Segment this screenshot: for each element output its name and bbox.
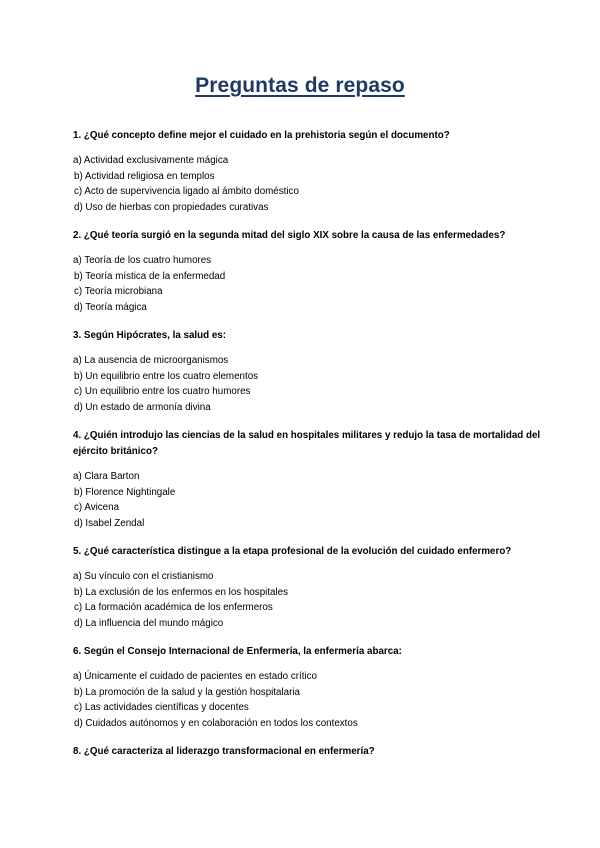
page-title: Preguntas de repaso [195, 74, 405, 97]
question-number: 5. [73, 546, 82, 557]
answer-option: c) Avicena [74, 502, 120, 513]
question-number: 6. [73, 646, 82, 657]
question-prompt: ¿Qué teoría surgió en la segunda mitad del siglo XIX sobre la causa de las enfermedades? [83, 230, 506, 241]
answer-option: b) Actividad religiosa en templos [74, 170, 215, 182]
question-number: 8. [73, 746, 82, 757]
question-prompt: Según el Consejo Internacional de Enfermería, la enfermería abarca: [83, 646, 402, 657]
question-6 [73, 644, 543, 731]
answer-option: d) Cuidados autónomos y en colaboración en todos los contextos [74, 717, 358, 729]
question-1 [73, 128, 543, 215]
answer-option: c) Acto de supervivencia ligado al ámbito doméstico [74, 186, 299, 197]
question-5 [73, 544, 543, 631]
question-number: 4. [73, 430, 82, 441]
answer-option: d) La influencia del mundo mágico [74, 617, 224, 629]
question-prompt: Según Hipócrates, la salud es: [83, 330, 227, 341]
question-4 [73, 428, 543, 531]
question-text [73, 128, 543, 144]
answer-option: a) La ausencia de microorganismos [73, 355, 229, 366]
question-number: 2. [73, 230, 82, 241]
question-7 [73, 744, 543, 760]
question-prompt: ¿Quién introdujo las ciencias de la salud en hospitales militares y redujo la tasa de mortalidad del ejército británico? [73, 430, 541, 457]
question-text [73, 644, 543, 660]
answer-option: b) Teoría mística de la enfermedad [74, 270, 226, 282]
question-3 [73, 328, 543, 415]
answer-option: b) Un equilibrio entre los cuatro elementos [74, 370, 259, 382]
question-text [73, 428, 543, 460]
answer-option: b) La exclusión de los enfermos en los hospitales [74, 586, 289, 598]
question-prompt: ¿Qué concepto define mejor el cuidado en la prehistoria según el documento? [83, 130, 450, 141]
answer-option: b) Florence Nightingale [74, 486, 176, 498]
answer-option: c) Un equilibrio entre los cuatro humores [74, 386, 251, 397]
answer-option: d) Uso de hierbas con propiedades curativas [74, 201, 269, 213]
answer-option: a) Su vínculo con el cristianismo [73, 571, 214, 582]
question-list [73, 128, 543, 773]
answer-option: b) La promoción de la salud y la gestión hospitalaria [74, 686, 301, 698]
question-number: 1. [73, 130, 82, 141]
question-prompt: ¿Qué característica distingue a la etapa profesional de la evolución del cuidado enfermero? [83, 546, 512, 557]
answer-option: c) La formación académica de los enfermeros [74, 602, 273, 613]
question-text [73, 544, 543, 560]
answer-option: c) Teoría microbiana [74, 286, 163, 297]
answer-option: c) Las actividades científicas y docentes [74, 702, 249, 713]
answer-option: a) Clara Barton [73, 471, 140, 482]
answer-option: d) Isabel Zendal [74, 517, 145, 529]
answer-option: a) Únicamente el cuidado de pacientes en estado crítico [73, 671, 317, 682]
question-text [73, 228, 543, 244]
answer-option: a) Actividad exclusivamente mágica [73, 155, 229, 166]
answer-option: d) Un estado de armonía divina [74, 401, 211, 413]
question-2 [73, 228, 543, 315]
question-text [73, 744, 543, 760]
question-prompt: ¿Qué caracteriza al liderazgo transformacional en enfermería? [83, 746, 375, 757]
question-text [73, 328, 543, 344]
answer-option: d) Teoría mágica [74, 301, 147, 313]
question-number: 3. [73, 330, 82, 341]
answer-option: a) Teoría de los cuatro humores [73, 255, 212, 266]
